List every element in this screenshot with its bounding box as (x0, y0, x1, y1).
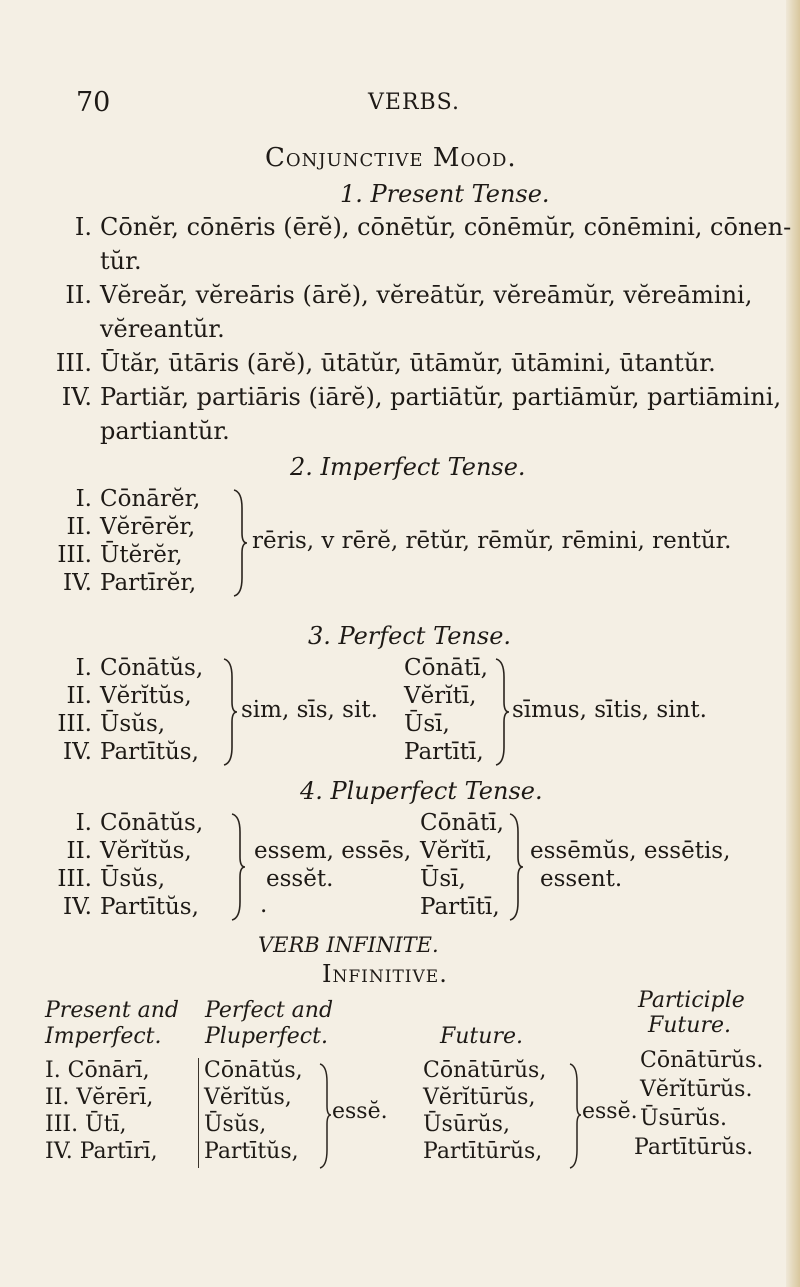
perfect-plural-4: Partītī, (404, 739, 484, 765)
perfect-row-4: IV. Partītŭs, (63, 739, 199, 765)
col-present-h1: Present and (45, 998, 180, 1023)
heading-pluperfect-tense: 4. Pluperfect Tense. (300, 777, 543, 805)
imperfect-brace (232, 488, 248, 598)
heading-verb-infinite: VERB INFINITE. (258, 933, 439, 957)
inf-perfect-row-3: Ūsŭs, (204, 1112, 267, 1137)
col-present-h2: Imperfect. (45, 1024, 162, 1049)
pluperfect-plural-4: Partītī, (420, 894, 500, 920)
present-line-4: IV. Partiăr, partiāris (iārĕ), partiātŭr, partiāmŭr, partiāmini, (61, 383, 782, 411)
pluperfect-endings-plural-2: essent. (540, 866, 623, 892)
heading-present-tense: 1. Present Tense. (340, 180, 550, 208)
page-edge-shadow (786, 0, 800, 1287)
perfect-plural-3: Ūsī, (404, 711, 450, 737)
col-participle-h2: Future. (648, 1013, 731, 1038)
perfect-plural-2: Vĕrĭtī, (404, 683, 477, 709)
inf-perfect-row-1: Cōnātŭs, (204, 1058, 303, 1083)
inf-future-row-1: Cōnātūrŭs, (423, 1058, 547, 1083)
present-line-2: II. Vĕreăr, vĕreāris (ārĕ), vĕreātŭr, vĕreāmŭr, vĕreāmini, (65, 281, 753, 309)
pluperfect-endings-singular-2: essĕt. (266, 866, 334, 892)
column-divider (198, 1058, 199, 1168)
inf-participle-row-2: Vĕrĭtūrŭs. (640, 1077, 753, 1102)
running-head: VERBS. (368, 90, 460, 115)
page-number: 70 (76, 87, 111, 118)
present-line-1-cont: tŭr. (100, 247, 142, 275)
pluperfect-row-2: II. Vĕrĭtŭs, (66, 838, 192, 864)
perfect-endings-plural: sīmus, sītis, sint. (512, 697, 707, 723)
pluperfect-row-1: I. Cōnātŭs, (75, 810, 204, 836)
col-participle-h1: Participle (638, 988, 745, 1013)
pluperfect-endings-plural-1: essēmŭs, essētis, (530, 838, 731, 864)
inf-perfect-row-4: Partītŭs, (204, 1139, 299, 1164)
col-future-h1: Future. (440, 1024, 523, 1049)
inf-perfect-brace (318, 1062, 332, 1170)
pluperfect-dot: . (260, 892, 268, 918)
pluperfect-brace-1 (230, 812, 246, 922)
inf-future-row-2: Vĕrĭtūrŭs, (423, 1085, 536, 1110)
imperfect-row-3: III. Ūtĕrĕr, (57, 542, 183, 568)
inf-future-row-4: Partītūrŭs, (423, 1139, 543, 1164)
heading-imperfect-tense: 2. Imperfect Tense. (290, 453, 526, 481)
perfect-row-2: II. Vĕrĭtŭs, (66, 683, 192, 709)
imperfect-endings: rēris, v rērĕ, rētŭr, rēmŭr, rēmini, rentŭr. (252, 528, 732, 554)
inf-future-brace (568, 1062, 582, 1170)
pluperfect-endings-singular-1: essem, essēs, (254, 838, 412, 864)
inf-participle-row-1: Cōnātūrŭs. (640, 1048, 764, 1073)
heading-perfect-tense: 3. Perfect Tense. (308, 622, 512, 650)
section-title-infinitive: Infinitive. (322, 960, 448, 988)
present-line-4-cont: partiantŭr. (100, 417, 230, 445)
inf-participle-row-3: Ūsūrŭs. (640, 1106, 727, 1131)
imperfect-row-4: IV. Partīrĕr, (63, 570, 197, 596)
col-perfect-h1: Perfect and (205, 998, 334, 1023)
section-title-conjunctive: Conjunctive Mood. (265, 143, 517, 173)
perfect-plural-1: Cōnātī, (404, 655, 488, 681)
pluperfect-plural-2: Vĕrĭtī, (420, 838, 493, 864)
pluperfect-plural-3: Ūsī, (420, 866, 466, 892)
inf-future-row-3: Ūsūrŭs, (423, 1112, 510, 1137)
present-line-2-cont: vĕreantŭr. (100, 315, 225, 343)
pluperfect-brace-2 (508, 812, 524, 922)
inf-present-row-4: IV. Partīrī, (45, 1139, 158, 1164)
inf-present-row-3: III. Ūtī, (45, 1112, 127, 1137)
perfect-brace-1 (222, 657, 238, 767)
inf-present-row-1: I. Cōnārī, (45, 1058, 150, 1083)
inf-future-ending: essĕ. (582, 1099, 638, 1124)
imperfect-row-2: II. Vĕrērĕr, (66, 514, 196, 540)
pluperfect-row-3: III. Ūsŭs, (57, 866, 166, 892)
inf-present-row-2: II. Vĕrērī, (45, 1085, 154, 1110)
pluperfect-plural-1: Cōnātī, (420, 810, 504, 836)
perfect-row-3: III. Ūsŭs, (57, 711, 166, 737)
imperfect-row-1: I. Cōnārĕr, (75, 486, 201, 512)
col-perfect-h2: Pluperfect. (205, 1024, 328, 1049)
present-line-3: III. Ūtăr, ūtāris (ārĕ), ūtātŭr, ūtāmŭr, ūtāmini, ūtantŭr. (55, 349, 716, 377)
present-line-1: I. Cōnĕr, cōnēris (ērĕ), cōnētŭr, cōnēmŭr, cōnēmini, cōnen- (74, 213, 792, 241)
inf-perfect-row-2: Vĕrĭtŭs, (204, 1085, 292, 1110)
inf-perfect-ending: essĕ. (332, 1099, 388, 1124)
perfect-row-1: I. Cōnātŭs, (75, 655, 204, 681)
perfect-brace-2 (494, 657, 510, 767)
perfect-endings-singular: sim, sīs, sit. (241, 697, 378, 723)
pluperfect-row-4: IV. Partītŭs, (63, 894, 199, 920)
inf-participle-row-4: Partītūrŭs. (634, 1135, 754, 1160)
